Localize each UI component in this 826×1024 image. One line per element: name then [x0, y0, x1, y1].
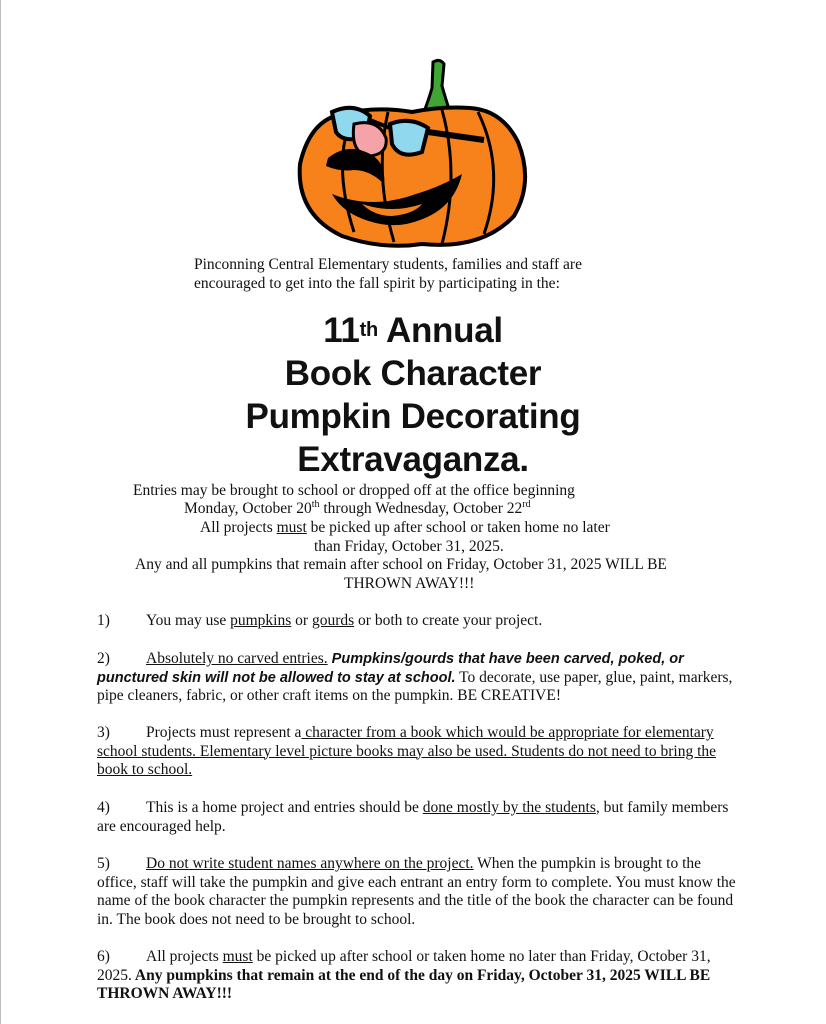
rule-number: 6)	[97, 948, 110, 965]
title-line-2: Book Character	[284, 354, 542, 393]
rule-item: 6) All projects must be picked up after school or taken home no later than Friday, October 31, 2025. Any pumpkins that remain at the end of the day on Friday, October 31, 2025 WILL BE THROWN AWAY!!!	[97, 948, 711, 1002]
pumpkin-with-disguise-glasses-icon	[292, 54, 532, 248]
rule-item: 2) Absolutely no carved entries. Pumpkins/gourds that have been carved, poked, or punctured skin will not be allowed to stay at school. To decorate, use paper, glue, paint, markers, pipe cleaners, fabric, or other craft items on the pumpkin. BE CREATIVE!	[97, 650, 733, 704]
dates-line-1: Entries may be brought to school or dropped off at the office beginning	[133, 482, 575, 499]
rule-number: 4)	[97, 799, 110, 816]
dates-line-6: THROWN AWAY!!!	[344, 575, 475, 592]
rule-number: 5)	[97, 855, 110, 872]
emphasis-must: must	[276, 519, 307, 536]
rule-item: 4) This is a home project and entries should be done mostly by the students, but family members are encouraged help.	[97, 799, 729, 835]
page-edge	[0, 0, 1, 1024]
title-ordinal: th	[359, 319, 378, 341]
title-line-3: Pumpkin Decorating	[245, 397, 581, 436]
rule-item: 1) You may use pumpkins or gourds or both to create your project.	[97, 612, 543, 629]
title-line-4: Extravaganza.	[297, 440, 529, 479]
rule-item: 3) Projects must represent a character from a book which would be appropriate for elementary school students. Elementary level picture books may also be used. Students do not need to bring the book to school.	[97, 724, 717, 778]
title-number: 11	[323, 311, 360, 350]
event-title	[0, 309, 826, 481]
rule-number: 3)	[97, 724, 110, 741]
intro-text	[194, 255, 582, 293]
intro-line: encouraged to get into the fall spirit by participating in the:	[194, 275, 560, 292]
dates-line-3: All projects must be picked up after school or taken home no later	[200, 519, 610, 536]
rule-item: 5) Do not write student names anywhere on the project. When the pumpkin is brought to the office, staff will take the pumpkin and give each entrant an entry form to complete. You must know the name of the book character the pumpkin represents and the title of the book the character can be found in. The book does not need to be brought to school.	[97, 855, 736, 928]
dates-line-5: Any and all pumpkins that remain after school on Friday, October 31, 2025 WILL BE	[135, 556, 667, 573]
intro-line: Pinconning Central Elementary students, families and staff are	[194, 256, 582, 273]
dates-line-4: than Friday, October 31, 2025.	[314, 538, 504, 555]
rule-number: 2)	[97, 650, 110, 667]
rule-number: 1)	[97, 612, 110, 629]
title-line-1	[0, 309, 826, 352]
dates-line-2: Monday, October 20th through Wednesday, October 22rd	[184, 498, 531, 517]
title-annual: Annual	[377, 311, 503, 350]
